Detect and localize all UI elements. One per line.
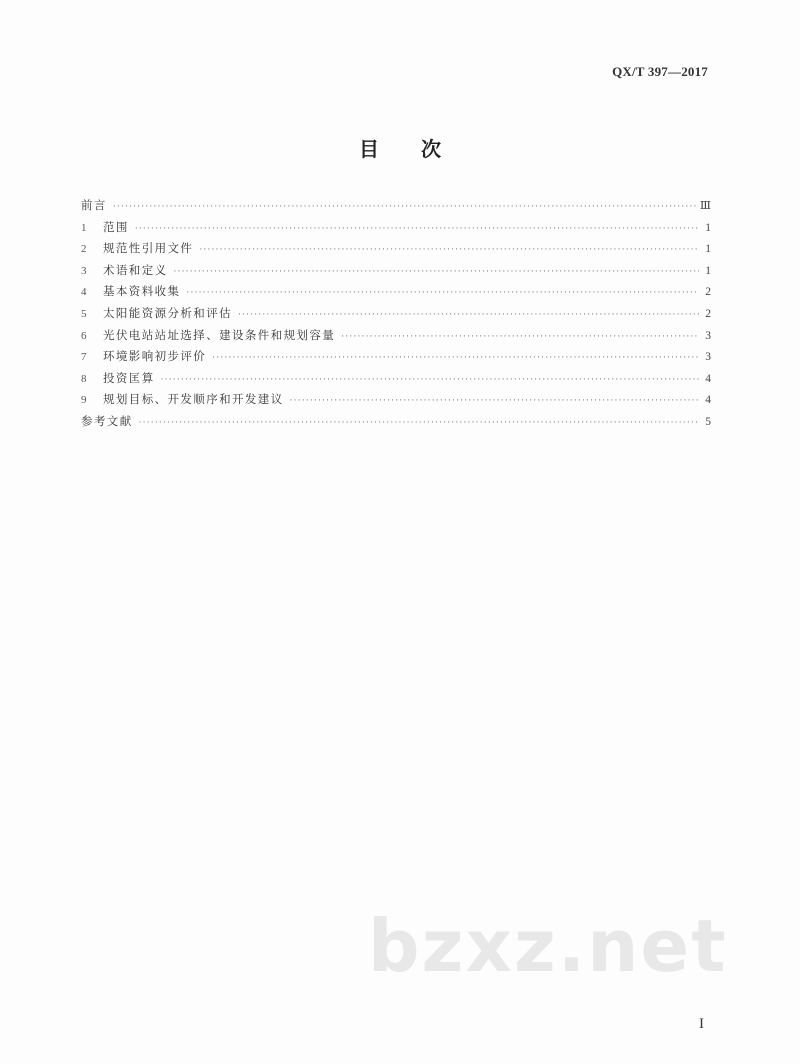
toc-leader-dots bbox=[174, 267, 700, 277]
toc-entry-number: 5 bbox=[81, 307, 87, 320]
toc-leader-dots bbox=[290, 396, 699, 406]
toc-leader-dots bbox=[139, 418, 699, 428]
toc-entry-solar-resource-analysis[interactable] bbox=[81, 305, 711, 327]
toc-leader-dots bbox=[113, 202, 696, 212]
toc-entry-number: 9 bbox=[81, 394, 87, 407]
toc-entry-page: Ⅲ bbox=[699, 200, 711, 212]
toc-entry-label: 光伏电站站址选择、建设条件和规划容量 bbox=[103, 327, 336, 342]
toc-entry-page: 4 bbox=[705, 394, 711, 407]
toc-entry-foreword[interactable] bbox=[81, 197, 711, 219]
toc-leader-dots bbox=[161, 375, 699, 385]
toc-entry-label: 太阳能资源分析和评估 bbox=[103, 305, 232, 320]
toc-entry-planning-targets[interactable] bbox=[81, 391, 711, 413]
toc-entry-normative-references[interactable] bbox=[81, 240, 711, 262]
toc-title bbox=[0, 133, 800, 162]
toc-entry-scope[interactable] bbox=[81, 219, 711, 241]
toc-entry-terms-definitions[interactable] bbox=[81, 262, 711, 284]
toc-entry-page: 1 bbox=[705, 264, 711, 277]
toc-leader-dots bbox=[199, 245, 699, 255]
toc-entry-page: 1 bbox=[705, 221, 711, 234]
toc-title-char: 次 bbox=[421, 137, 441, 161]
toc-entry-label: 基本资料收集 bbox=[103, 284, 181, 299]
toc-leader-dots bbox=[238, 310, 699, 320]
toc-entry-label: 范围 bbox=[103, 219, 129, 234]
toc-leader-dots bbox=[341, 332, 699, 342]
toc-entry-page: 2 bbox=[705, 286, 711, 299]
toc-entry-data-collection[interactable] bbox=[81, 283, 711, 305]
toc-entry-label: 投资匡算 bbox=[103, 370, 155, 385]
toc-entry-number: 1 bbox=[81, 221, 87, 234]
toc-leader-dots bbox=[186, 288, 699, 298]
toc-entry-label: 环境影响初步评价 bbox=[103, 349, 207, 364]
toc-entry-label: 术语和定义 bbox=[103, 262, 168, 277]
toc-entry-label: 规划目标、开发顺序和开发建议 bbox=[103, 392, 284, 407]
standard-code: QX/T 397—2017 bbox=[612, 64, 708, 79]
watermark: bzxz.net bbox=[368, 904, 728, 988]
toc-entry-number: 3 bbox=[81, 264, 87, 277]
toc-entry-number: 7 bbox=[81, 351, 87, 364]
toc-entry-site-selection[interactable] bbox=[81, 327, 711, 349]
table-of-contents bbox=[81, 197, 711, 435]
toc-entry-number: 4 bbox=[81, 286, 87, 299]
toc-entry-label: 参考文献 bbox=[81, 413, 133, 428]
toc-leader-dots bbox=[212, 353, 699, 363]
toc-entry-page: 2 bbox=[705, 307, 711, 320]
toc-leader-dots bbox=[135, 224, 699, 234]
toc-entry-page: 5 bbox=[705, 415, 711, 428]
toc-entry-investment-estimate[interactable] bbox=[81, 370, 711, 392]
toc-entry-page: 4 bbox=[705, 372, 711, 385]
toc-entry-number: 6 bbox=[81, 329, 87, 342]
toc-entry-page: 3 bbox=[705, 329, 711, 342]
toc-entry-label: 规范性引用文件 bbox=[103, 241, 194, 256]
toc-entry-bibliography[interactable] bbox=[81, 413, 711, 435]
toc-entry-page: 1 bbox=[705, 243, 711, 256]
toc-entry-page: 3 bbox=[705, 351, 711, 364]
toc-entry-environmental-impact[interactable] bbox=[81, 348, 711, 370]
toc-entry-label: 前言 bbox=[81, 198, 107, 212]
page-number: I bbox=[699, 1016, 704, 1032]
toc-title-char: 目 bbox=[359, 137, 379, 161]
toc-entry-number: 8 bbox=[81, 372, 87, 385]
toc-entry-number: 2 bbox=[81, 243, 87, 256]
